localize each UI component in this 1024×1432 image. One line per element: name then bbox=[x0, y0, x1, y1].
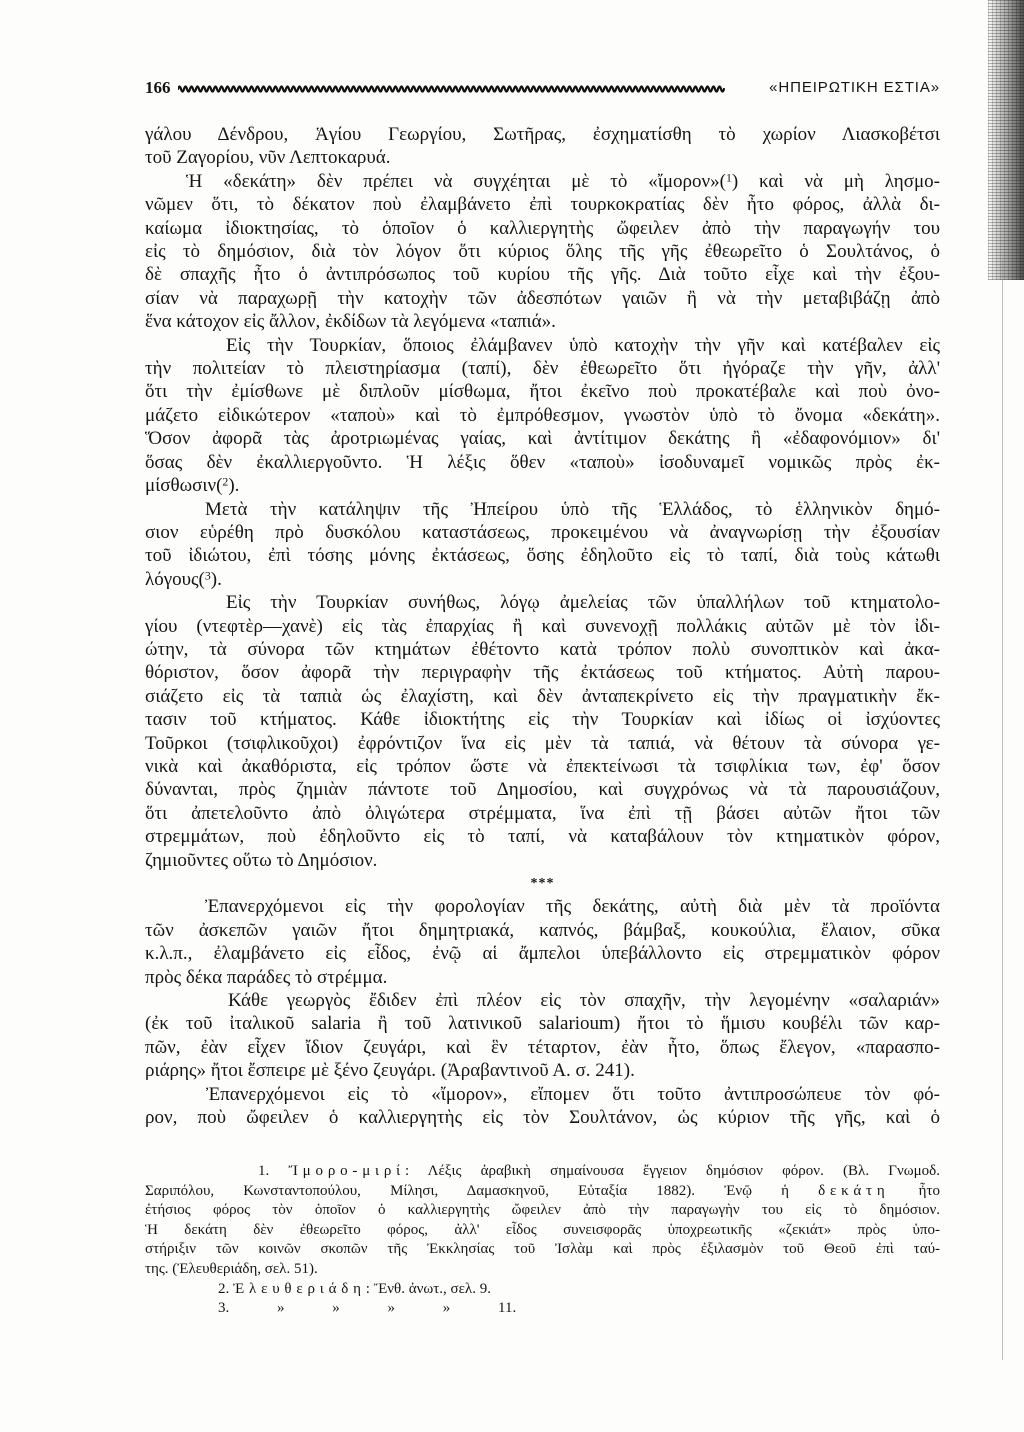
text-line: καίωμα ἰδιοκτησίας, τὸ ὁποῖον ὁ καλλιεργητὴς ὤφειλεν ἀπὸ τὴν παραγωγήν του bbox=[145, 217, 940, 239]
text-line bbox=[145, 170, 940, 193]
header-wavy-rule bbox=[178, 82, 726, 96]
text-run: 2. bbox=[218, 1280, 233, 1297]
text-line: πρὸς δέκα παράδες τὸ στρέμμα. bbox=[145, 966, 388, 988]
text-line: Μετὰ τὴν κατάληψιν τῆς Ἠπείρου ὑπὸ τῆς Ἑλλάδος, τὸ ἑλληνικὸν δημό- bbox=[205, 498, 940, 520]
text-line: μάζετο εἰδικώτερον «ταποὺ» καὶ τὸ ἐμπρόθεσμον, γνωστὸν ὑπὸ τὸ ὄνομα «δεκάτη». bbox=[145, 404, 940, 426]
text-line: Εἰς τὴν Τουρκίαν, ὅποιος ἐλάμβανεν ὑπὸ κατοχὴν τὴν γῆν καὶ κατέβαλεν εἰς bbox=[226, 334, 940, 356]
text-run: ) καὶ νὰ μὴ λησμο- bbox=[731, 170, 940, 192]
text-run: λόγους( bbox=[145, 568, 205, 590]
footnote-line: ἐτήσιος φόρος τὸν ὁποῖον ὁ καλλιεργητὴς ὤφειλεν ἀπὸ τὴν παραγωγὴν του εἰς τὸ δημόσιον. bbox=[145, 1202, 940, 1219]
body-text bbox=[145, 123, 940, 1129]
text-line: ὅτι ἀπετελοῦντο ἀπὸ ὀλιγώτερα στρέμματα, ἵνα ἐπὶ τῇ βάσει αὐτῶν ἤτοι τῶν bbox=[145, 802, 940, 824]
text-line: Ἐπανερχόμενοι εἰς τὸ «ἴμορον», εἴπομεν ὅτι τοῦτο ἀντιπροσώπευε τὸν φό- bbox=[206, 1083, 940, 1105]
text-line: Κάθε γεωργὸς ἔδιδεν ἐπὶ πλέον εἰς τὸν σπαχῆν, τὴν λεγομένην «σαλαριάν» bbox=[228, 990, 940, 1012]
text-line: νῶμεν ὅτι, τὸ δέκατον ποὺ ἐλαμβάνετο ἐπὶ τουρκοκρατίας δὲν ἦτο φόρος, ἀλλὰ δι- bbox=[145, 194, 940, 216]
text-line: εἰς τὸ δημόσιον, διὰ τὸν λόγον ὅτι κύριος ὅλης τῆς γῆς ἐθεωρεῖτο ὁ Σουλτάνος, ὁ bbox=[145, 241, 940, 263]
text-line: τῶν ἀσκεπῶν γαιῶν ἤτοι δημητριακά, καπνός, βάμβαξ, κουκούλια, ἔλαιον, σῦκα bbox=[145, 919, 940, 941]
footnote-line: Ἡ δεκάτη δὲν ἐθεωρεῖτο φόρος, ἀλλ' εἶδος συνεισφορᾶς ὑποχρεωτικῆς «ζεκιάτ» πρὸς ὑπο- bbox=[145, 1221, 940, 1238]
text-run: Σαριπόλου, Κωνσταντοπούλου, Μίλησι, Δαμασκηνοῦ, Εὐταξία 1882). Ἐνῷ ἡ bbox=[145, 1182, 819, 1199]
text-line: ώτην, τὰ σύνορα τῶν κτημάτων ἐθέτοντο κατὰ τρόπον πολὺ συνοπτικὸν καὶ ἀκα- bbox=[145, 638, 940, 660]
text-line: γάλου Δένδρου, Ἁγίου Γεωργίου, Σωτῆρας, ἐσχηματίσθη τὸ χωρίον Λιασκοβέτσι bbox=[145, 124, 940, 145]
text-line: δὲ σπαχῆς ἦτο ὁ ἀντιπρόσωπος τοῦ κυρίου τῆς γῆς. Διὰ τοῦτο εἶχε καὶ τὴν ἐξου- bbox=[145, 264, 940, 286]
text-run: μίσθωσιν( bbox=[145, 475, 223, 497]
running-title: «ΗΠΕΙΡΩΤΙΚΗ ΕΣΤΙΑ» bbox=[769, 79, 940, 96]
page-number: 166 bbox=[145, 78, 171, 97]
text-line: σιάζετο εἰς τὰ ταπιὰ ὡς ἐλαχίστη, καὶ δὲν ἀνταπεκρίνετο εἰς τὴν πραγματικὴν ἔκ- bbox=[145, 685, 940, 707]
text-line: ριάρης» ἤτοι ἔσπειρε μὲ ξένο ζευγάρι. (Ἀραβαντινοῦ Α. σ. 241). bbox=[145, 1060, 635, 1082]
footnote-ref: 2 bbox=[222, 475, 229, 489]
text-line: γίου (ντεφτὲρ—χανὲ) εἰς τὰς ἐπαρχίας ἢ καὶ συνενοχῇ πολλάκις αὐτῶν μὲ τὸν ἰδι- bbox=[145, 615, 940, 637]
text-run: Ἡ «δεκάτη» δὲν πρέπει νὰ συγχέηται μὲ τὸ «ἴμορον»( bbox=[186, 170, 726, 192]
text-line: Εἰς τὴν Τουρκίαν συνήθως, λόγῳ ἀμελείας τῶν ὑπαλλήλων τοῦ κτηματολο- bbox=[226, 592, 940, 614]
spaced-term: δεκάτη bbox=[818, 1182, 890, 1199]
text-line: ρον, ποὺ ὤφειλεν ὁ καλλιεργητὴς εἰς τὸν Σουλτάνον, ὡς κύριον τῆς γῆς, καὶ ὁ bbox=[145, 1107, 940, 1129]
text-line: θόριστον, ὅσον ἀφορᾶ τὴν περιγραφὴν τῆς ἐκτάσεως τοῦ κτήματος. Αὐτὴ παρου- bbox=[145, 662, 940, 684]
text-run: ἦτο bbox=[889, 1182, 941, 1199]
footnotes bbox=[145, 1162, 940, 1319]
text-line: τοῦ Ζαγορίου, νῦν Λεπτοκαρυά. bbox=[145, 147, 391, 169]
text-line: σίαν νὰ παραχωρῇ τὴν κατοχὴν τῶν ἀδεσπότων γαιῶν ἢ νὰ τὴν μεταβιβάζῃ ἀπὸ bbox=[145, 287, 940, 309]
text-run: ). bbox=[228, 475, 240, 497]
footnote-line bbox=[145, 1280, 940, 1300]
wavy-line bbox=[178, 87, 724, 92]
text-line: δύνανται, πρὸς ζημιὰν πάντοτε τοῦ Δημοσίου, καὶ συγχρόνως νὰ τὰ παρουσιάζουν, bbox=[145, 779, 940, 801]
text-line: σιον εὑρέθη πρὸ δυσκόλου καταστάσεως, προκειμένου νὰ ἀναγνωρίσῃ τὴν ἐξουσίαν bbox=[145, 521, 940, 543]
text-line: τοῦ ἰδιώτου, ἐπὶ τόσης μόνης ἐκτάσεως, ὅσης ἐδηλοῦτο εἰς τὸ ταπί, διὰ τοὺς κάτωθι bbox=[145, 545, 940, 567]
footnote-line: της. (Ἐλευθεριάδη, σελ. 51). bbox=[145, 1260, 318, 1277]
text-line: πῶν, ἐὰν εἶχεν ἴδιον ζευγάρι, καὶ ἓν τέταρτον, ἐὰν ἦτο, ὅπως ἔλεγον, «παρασπο- bbox=[145, 1036, 940, 1058]
footnote-line: 3. » » » » 11. bbox=[218, 1300, 517, 1317]
footnote-ref: 1 bbox=[725, 171, 732, 185]
text-line: τὴν πολιτείαν τὸ πλειστηρίασμα (ταπί), δὲν ἐθεωρεῖτο ὅτι ἠγόραζε τὴν γῆν, ἀλλ' bbox=[145, 358, 940, 380]
text-line: (ἐκ τοῦ ἰταλικοῦ salaria ἢ τοῦ λατινικοῦ salarioum) ἤτοι τὸ ἥμισυ κουβέλι τῶν καρ- bbox=[145, 1013, 940, 1035]
text-line: ἕνα κάτοχον εἰς ἄλλον, ἐκδίδων τὰ λεγόμενα «ταπιά». bbox=[145, 311, 556, 333]
footnote-line bbox=[145, 1182, 940, 1202]
text-line: κ.λ.π., ἐλαμβάνετο εἰς εἶδος, ἐνῷ αἱ ἄμπελοι ὑπεβάλλοντο εἰς στρεμματικὸν φόρον bbox=[145, 943, 940, 965]
text-line: Ἐπανερχόμενοι εἰς τὴν φορολογίαν τῆς δεκάτης, αὐτὴ διὰ μὲν τὰ προϊόντα bbox=[205, 896, 940, 918]
spaced-term: Ἐλευθεριάδη bbox=[233, 1280, 366, 1297]
text-line: στρεμμάτων, ποὺ ἐδηλοῦντο εἰς τὸ ταπί, νὰ καταβάλουν τὸν κτηματικὸν φόρον, bbox=[145, 826, 940, 848]
scan-edge-artifact bbox=[988, 0, 1024, 280]
text-line: ζημιοῦντες οὕτω τὸ Δημόσιον. bbox=[145, 849, 378, 871]
footnote-line: στήριξιν τῶν κοινῶν σκοπῶν τῆς Ἐκκλησίας τοῦ Ἰσλὰμ καὶ πρὸς ἐξιλασμὸν τοῦ Θεοῦ ἐπὶ ταύ- bbox=[145, 1241, 940, 1258]
footnote-line bbox=[145, 1162, 940, 1182]
footnote-ref: 3 bbox=[204, 569, 211, 583]
text-line: Τοῦρκοι (τσιφλικοῦχοι) ἐφρόντιζον ἵνα εἰς μὲν τὰ ταπιά, νὰ θέτουν τὰ σύνορα γε- bbox=[145, 732, 940, 754]
page-header bbox=[145, 76, 940, 100]
text-line: νικὰ καὶ ἀκαθόριστα, εἰς τρόπον ὥστε νὰ ἐπεκτείνωσι τὰ τσιφλίκια των, ἐφ' ὅσον bbox=[145, 755, 940, 777]
text-line: Ὅσον ἀφορᾶ τὰς ἀροτριωμένας γαίας, καὶ ἀντίτιμον δεκάτης ἢ «ἐδαφονόμιον» δι' bbox=[145, 428, 940, 450]
section-separator: *** bbox=[530, 876, 555, 891]
text-run: : Ἔνθ. ἀνωτ., σελ. 9. bbox=[365, 1280, 491, 1297]
text-line bbox=[145, 474, 940, 497]
text-line bbox=[145, 568, 940, 591]
text-line: ὅσας δὲν ἐκαλλιεργοῦντο. Ἡ λέξις ὅθεν «ταποὺ» ἰσοδυναμεῖ νομικῶς πρὸς ἐκ- bbox=[145, 451, 940, 473]
text-run: ). bbox=[210, 568, 222, 590]
scan-edge-line bbox=[1002, 260, 1003, 1360]
text-run: : Λέξις ἀραβικὴ σημαίνουσα ἔγγειον δημόσιον φόρον. (Βλ. Γνωμοδ. bbox=[405, 1163, 940, 1179]
text-line: ὅτι τὴν ἐμίσθωνε μὲ διπλοῦν μίσθωμα, ἤτοι ἐκεῖνο ποὺ προκατέβαλε καὶ ποὺ ὀνο- bbox=[145, 381, 940, 403]
text-line: τασιν τοῦ κτήματος. Κάθε ἰδιοκτήτης εἰς τὴν Τουρκίαν καὶ ἰδίως οἱ ἰσχύοντες bbox=[145, 709, 940, 731]
spaced-term: Ἴμορο-μιρί bbox=[288, 1163, 406, 1179]
text-run: 1. bbox=[258, 1163, 289, 1179]
